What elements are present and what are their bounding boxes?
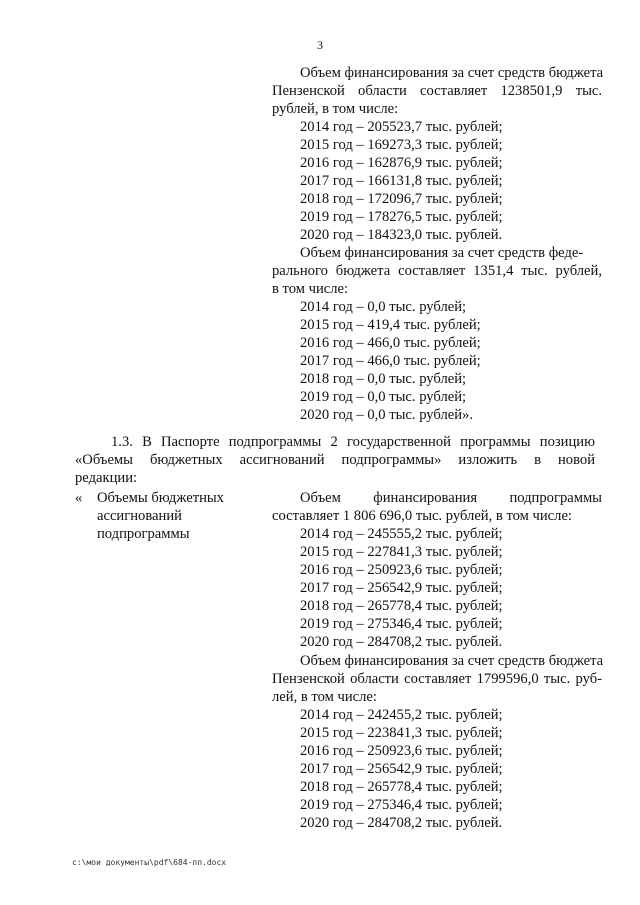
regional-year-line: 2016 год – 162876,9 тыс. рублей;: [300, 155, 503, 171]
table-regional-year-line: 2019 год – 275346,4 тыс. рублей;: [300, 797, 503, 813]
regional-funding-block: [272, 64, 602, 244]
federal-intro-line: в том числе:: [272, 281, 349, 297]
instruction-line: 1.3. В Паспорте подпрограммы 2 государственной программы позицию: [111, 434, 595, 450]
regional-year-line: 2017 год – 166131,8 тыс. рублей;: [300, 173, 503, 189]
instruction-line: «Объемы бюджетных ассигнований подпрограммы» изложить в новой: [75, 452, 595, 468]
table-regional-year-line: 2017 год – 256542,9 тыс. рублей;: [300, 761, 503, 777]
federal-year-line: 2019 год – 0,0 тыс. рублей;: [300, 389, 467, 405]
regional-intro-line: Пензенской области составляет 1238501,9 тыс.: [272, 83, 602, 99]
table-regional-intro-line: Объем финансирования за счет средств бюджета: [300, 653, 604, 669]
table-regional-block: [272, 652, 602, 832]
table-label-line: ассигнований: [97, 508, 182, 524]
regional-year-line: 2014 год – 205523,7 тыс. рублей;: [300, 119, 503, 135]
federal-year-line: 2016 год – 466,0 тыс. рублей;: [300, 335, 481, 351]
total-year-line: 2016 год – 250923,6 тыс. рублей;: [300, 562, 503, 578]
federal-year-line: 2014 год – 0,0 тыс. рублей;: [300, 299, 467, 315]
table-regional-year-line: 2015 год – 223841,3 тыс. рублей;: [300, 725, 503, 741]
regional-year-line: 2018 год – 172096,7 тыс. рублей;: [300, 191, 503, 207]
total-year-line: 2018 год – 265778,4 тыс. рублей;: [300, 598, 503, 614]
table-label-line: подпрограммы: [97, 526, 190, 542]
federal-funding-block: [272, 244, 602, 424]
federal-year-line: 2015 год – 419,4 тыс. рублей;: [300, 317, 481, 333]
federal-year-line: 2018 год – 0,0 тыс. рублей;: [300, 371, 467, 387]
federal-year-line: 2017 год – 466,0 тыс. рублей;: [300, 353, 481, 369]
table-regional-year-line: 2020 год – 284708,2 тыс. рублей.: [300, 815, 503, 831]
table-label-line: Объемы бюджетных: [97, 490, 224, 506]
total-intro-line: Объем финансирования подпрограммы: [300, 490, 602, 506]
regional-year-line: 2015 год – 169273,3 тыс. рублей;: [300, 137, 503, 153]
total-year-line: 2014 год – 245555,2 тыс. рублей;: [300, 526, 503, 542]
total-year-line: 2017 год – 256542,9 тыс. рублей;: [300, 580, 503, 596]
federal-year-line: 2020 год – 0,0 тыс. рублей».: [300, 407, 473, 423]
table-total-block: [272, 489, 602, 651]
regional-intro-line: рублей, в том числе:: [272, 101, 399, 117]
footer-file-path: c:\мои документы\pdf\684-пп.docx: [72, 858, 227, 867]
regional-intro-line: Объем финансирования за счет средств бюджета: [300, 65, 604, 81]
table-regional-intro-line: лей, в том числе:: [272, 689, 377, 705]
page-number: 3: [317, 38, 323, 52]
table-regional-year-line: 2014 год – 242455,2 тыс. рублей;: [300, 707, 503, 723]
open-quote: «: [75, 490, 83, 506]
total-year-line: 2019 год – 275346,4 тыс. рублей;: [300, 616, 503, 632]
total-intro-line: составляет 1 806 696,0 тыс. рублей, в том числе:: [272, 508, 572, 524]
total-year-line: 2015 год – 227841,3 тыс. рублей;: [300, 544, 503, 560]
federal-intro-line: Объем финансирования за счет средств феде-: [300, 245, 584, 261]
table-regional-year-line: 2016 год – 250923,6 тыс. рублей;: [300, 743, 503, 759]
table-regional-year-line: 2018 год – 265778,4 тыс. рублей;: [300, 779, 503, 795]
regional-year-line: 2019 год – 178276,5 тыс. рублей;: [300, 209, 503, 225]
total-year-line: 2020 год – 284708,2 тыс. рублей.: [300, 634, 503, 650]
table-regional-intro-line: Пензенской области составляет 1799596,0 тыс. руб-: [272, 671, 602, 687]
instruction-line: редакции:: [75, 470, 138, 486]
federal-intro-line: рального бюджета составляет 1351,4 тыс. рублей,: [272, 263, 602, 279]
regional-year-line: 2020 год – 184323,0 тыс. рублей.: [300, 227, 503, 243]
instruction-paragraph: [75, 433, 595, 487]
